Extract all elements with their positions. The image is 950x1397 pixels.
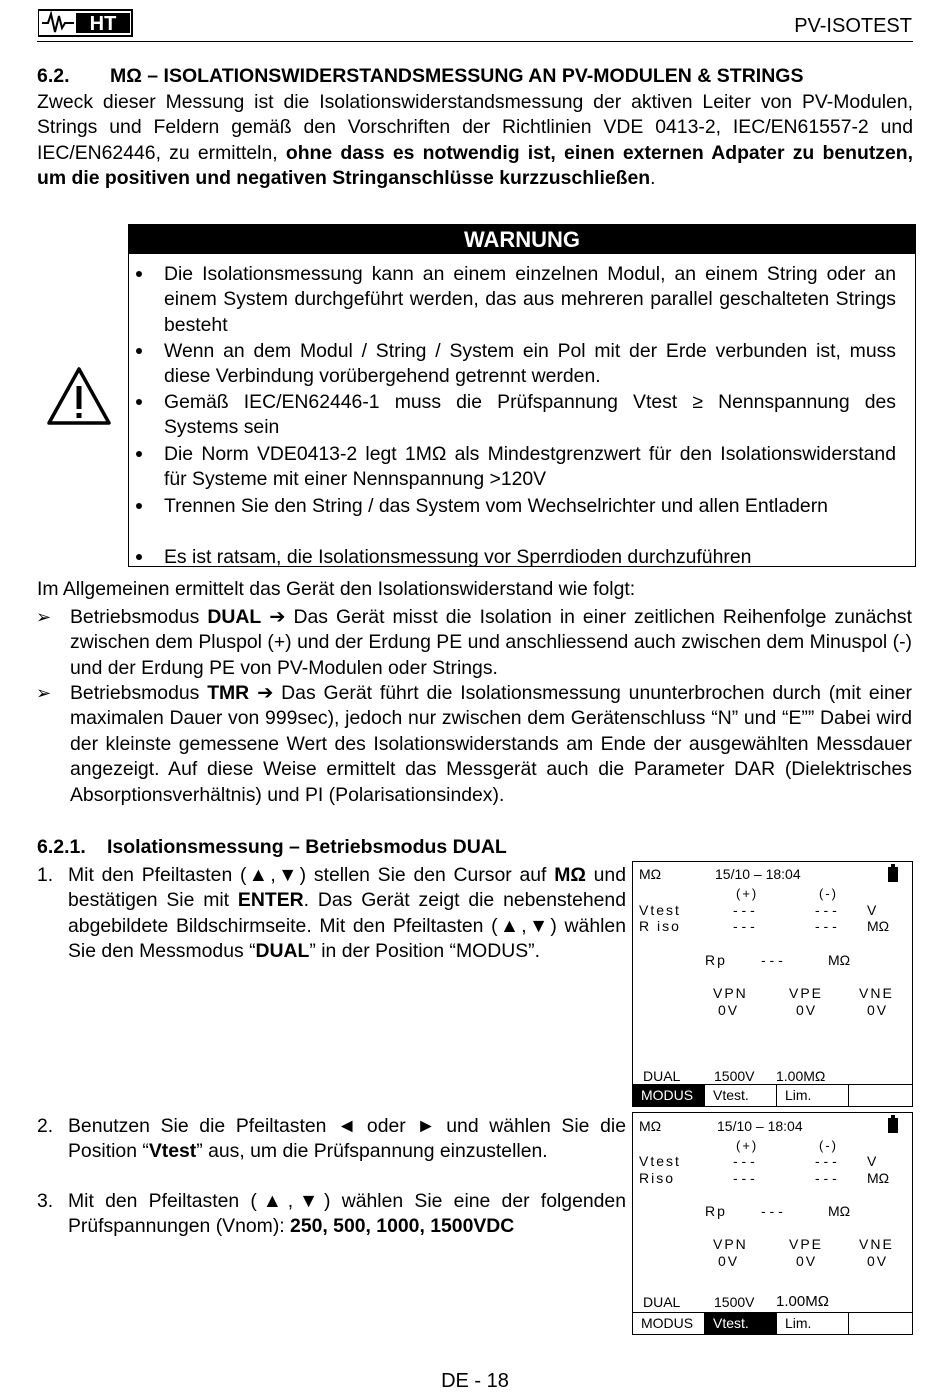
screen-unit: MΩ bbox=[639, 1118, 662, 1134]
tab-lim[interactable]: Lim. bbox=[777, 1313, 849, 1334]
mode-name: TMR bbox=[207, 682, 250, 704]
vpe-value: 0V bbox=[796, 1002, 818, 1018]
ht-logo-graphic bbox=[38, 8, 133, 38]
row-riso-unit: MΩ bbox=[867, 1170, 890, 1186]
rp-unit: MΩ bbox=[828, 1203, 851, 1219]
mode-text: Das Gerät führt die Isolationsmessung ununterbrochen durch (mit einer maximalen Dauer von 999sec), jedoch nur zwischen dem Gerätenschluss “N” und “E”” Dabei wird der kleinste gemessene Wert des Isolationswiderstands am Ende der ausgewählten Messdauer angezeigt. Auf diese Weise ermittelt das Messgerät auch die Parameter DAR (Dielektrisches Absorptionsverhältnis) und PI (Polarisationsindex). bbox=[70, 682, 912, 806]
vne-label: VNE bbox=[859, 985, 894, 1001]
step-text: ” aus, um die Prüfspannung einzustellen. bbox=[196, 1140, 548, 1163]
step-number: 2. bbox=[37, 1115, 54, 1137]
arrow-bullet-icon: ➢ bbox=[36, 683, 52, 703]
rp-label: Rp bbox=[705, 1203, 727, 1219]
row-vtest-label: Vtest bbox=[639, 902, 681, 918]
vpn-label: VPN bbox=[713, 1236, 748, 1252]
warning-heading: WARNUNG bbox=[129, 225, 915, 254]
param-vtest: 1500V bbox=[714, 1068, 755, 1084]
step-2 bbox=[37, 1114, 626, 1165]
right-arrow-icon: ➔ bbox=[269, 606, 286, 628]
instrument-screen-2 bbox=[632, 1112, 913, 1335]
vpe-value: 0V bbox=[796, 1253, 818, 1269]
rp-unit: MΩ bbox=[828, 952, 851, 968]
mode-prefix: Betriebsmodus bbox=[70, 682, 208, 704]
vpe-label: VPE bbox=[789, 985, 824, 1001]
step-number: 3. bbox=[37, 1190, 54, 1212]
warning-triangle-icon bbox=[46, 366, 112, 426]
logo-text: HT bbox=[89, 13, 117, 35]
intro-paragraph bbox=[37, 90, 913, 192]
instrument-screen-1 bbox=[632, 861, 913, 1107]
warning-item-text: Die Isolationsmessung kann an einem einzelnen Modul, an einem String oder an einem System durchgeführt werden, das aus mehreren parallel geschalteten Strings besteht bbox=[164, 263, 896, 336]
intro-bold-text: ohne dass es notwendig ist, einen externen Adpater zu benutzen, um die positiven und negativen Stringanschlüsse kurzzuschließen bbox=[37, 141, 913, 190]
warning-item-text: Die Norm VDE0413-2 legt 1MΩ als Mindestgrenzwert für den Isolationswiderstand für Systeme mit einer Nennspannung >120V bbox=[164, 443, 896, 491]
tab-lim[interactable]: Lim. bbox=[777, 1085, 849, 1106]
warning-item bbox=[164, 262, 896, 338]
ht-logo bbox=[38, 8, 133, 38]
header-rule bbox=[37, 41, 913, 42]
warning-item bbox=[164, 442, 896, 493]
tab-vtest[interactable]: Vtest. bbox=[705, 1313, 777, 1334]
screen-datetime: 15/10 – 18:04 bbox=[715, 866, 801, 882]
vpe-label: VPE bbox=[789, 1236, 824, 1252]
vpn-value: 0V bbox=[718, 1253, 740, 1269]
step-text: . Das Gerät zeigt die nebenstehend abgebildete Bildschirmseite. Mit den Pfeiltasten (▲,▼) wählen Sie den Messmodus “ bbox=[68, 889, 626, 963]
section-heading bbox=[37, 65, 803, 88]
step-bold: DUAL bbox=[255, 940, 310, 963]
param-vtest: 1500V bbox=[714, 1294, 755, 1310]
step-3 bbox=[37, 1189, 626, 1240]
row-riso-minus: - - - bbox=[815, 918, 837, 934]
warning-item bbox=[164, 494, 896, 519]
mode-item-dual bbox=[36, 605, 912, 681]
param-lim: 1.00MΩ bbox=[776, 1293, 829, 1310]
step-bold: MΩ bbox=[554, 864, 586, 886]
warning-item-text: Wenn an dem Modul / String / System ein Pol mit der Erde verbunden ist, muss diese Verbindung vorübergehend getrennt werden. bbox=[164, 340, 896, 388]
row-vtest-plus: - - - bbox=[733, 1153, 755, 1169]
right-arrow-icon: ➔ bbox=[257, 682, 274, 704]
document-title: PV-ISOTEST bbox=[794, 15, 912, 37]
rp-label: Rp bbox=[705, 952, 727, 968]
row-riso-unit: MΩ bbox=[867, 918, 890, 934]
vne-value: 0V bbox=[867, 1253, 889, 1269]
param-mode: DUAL bbox=[643, 1294, 681, 1310]
screen-tab-row bbox=[633, 1312, 912, 1334]
warning-item-text: Gemäß IEC/EN62446-1 muss die Prüfspannung Vtest ≥ Nennspannung des Systems sein bbox=[164, 391, 896, 439]
param-lim: 1.00MΩ bbox=[776, 1068, 826, 1084]
step-text: Mit den Pfeiltasten (▲,▼) stellen Sie den Cursor auf bbox=[68, 864, 555, 886]
warning-item bbox=[164, 390, 896, 441]
col-plus: (+) bbox=[736, 886, 759, 901]
screen-tab-row bbox=[633, 1084, 912, 1106]
subsection-title: Isolationsmessung – Betriebsmodus DUAL bbox=[107, 836, 507, 858]
battery-icon bbox=[888, 1118, 898, 1133]
battery-icon bbox=[888, 867, 898, 882]
warning-item-text: Es ist ratsam, die Isolationsmessung vor Sperrdioden durchzuführen bbox=[164, 546, 752, 568]
rp-value: - - - bbox=[761, 1203, 783, 1219]
tab-modus[interactable]: MODUS bbox=[633, 1313, 705, 1334]
general-paragraph: Im Allgemeinen ermittelt das Gerät den Isolationswiderstand wie folgt: bbox=[37, 578, 636, 600]
subsection-number: 6.2.1. bbox=[37, 836, 86, 858]
step-bold: ENTER bbox=[237, 889, 304, 912]
param-mode: DUAL bbox=[643, 1068, 681, 1084]
tab-vtest[interactable]: Vtest. bbox=[705, 1085, 777, 1106]
vne-value: 0V bbox=[867, 1002, 889, 1018]
step-text: ” in der Position “MODUS”. bbox=[309, 940, 540, 963]
row-vtest-minus: - - - bbox=[815, 902, 837, 918]
row-vtest-plus: - - - bbox=[733, 902, 755, 918]
step-1 bbox=[37, 863, 626, 965]
intro-end: . bbox=[650, 167, 656, 190]
step-text: Benutzen Sie die Pfeiltasten ◄ oder ► und wählen Sie die Position “ bbox=[68, 1115, 626, 1163]
subsection-heading bbox=[37, 836, 507, 859]
warning-item bbox=[164, 339, 896, 390]
col-minus: (-) bbox=[819, 886, 838, 901]
row-riso-label: R iso bbox=[639, 918, 681, 934]
step-number: 1. bbox=[37, 864, 54, 886]
mode-text: Das Gerät misst die Isolation in einer zeitlichen Reihenfolge zunächst zwischen dem Pluspol (+) und der Erdung PE und anschliessend auch zwischen dem Minuspol (-) und der Erdung PE von PV-Modulen oder Strings. bbox=[70, 606, 912, 679]
row-vtest-minus: - - - bbox=[815, 1153, 837, 1169]
warning-item-text: Trennen Sie den String / das System vom Wechselrichter und allen Entladern bbox=[164, 495, 828, 517]
screen-datetime: 15/10 – 18:04 bbox=[717, 1118, 803, 1134]
col-plus: (+) bbox=[736, 1138, 759, 1153]
row-vtest-unit: V bbox=[867, 1153, 877, 1169]
screen-unit: MΩ bbox=[639, 866, 662, 882]
section-number: 6.2. bbox=[37, 65, 70, 87]
vne-label: VNE bbox=[859, 1236, 894, 1252]
row-riso-minus: - - - bbox=[815, 1170, 837, 1186]
step-bold: Vtest bbox=[148, 1140, 197, 1163]
mode-item-tmr bbox=[36, 681, 912, 808]
row-riso-plus: - - - bbox=[733, 1170, 755, 1186]
col-minus: (-) bbox=[819, 1138, 838, 1153]
row-vtest-label: Vtest bbox=[639, 1153, 681, 1169]
mode-name: DUAL bbox=[207, 606, 262, 628]
section-title: MΩ – ISOLATIONSWIDERSTANDSMESSUNG AN PV-MODULEN & STRINGS bbox=[110, 65, 804, 87]
step-text: Mit den Pfeiltasten (▲,▼) wählen Sie eine der folgenden Prüfspannungen (Vnom): bbox=[68, 1190, 626, 1238]
step-bold: 250, 500, 1000, 1500VDC bbox=[290, 1215, 515, 1238]
vpn-label: VPN bbox=[713, 985, 748, 1001]
step-text: und bestätigen Sie mit bbox=[68, 864, 626, 912]
warning-item bbox=[164, 545, 896, 570]
row-vtest-unit: V bbox=[867, 902, 877, 918]
row-riso-plus: - - - bbox=[733, 918, 755, 934]
intro-text: Zweck dieser Messung ist die Isolationswiderstandsmessung der aktiven Leiter von PV-Modulen, Strings und Feldern gemäß den Vorschriften der Richtlinien VDE 0413-2, IEC/EN61557-2 und IEC/EN62446, zu ermitteln, bbox=[37, 91, 913, 164]
vpn-value: 0V bbox=[718, 1002, 740, 1018]
rp-value: - - - bbox=[761, 952, 783, 968]
tab-modus[interactable]: MODUS bbox=[633, 1085, 705, 1106]
arrow-bullet-icon: ➢ bbox=[36, 607, 52, 627]
page-number: DE - 18 bbox=[441, 1370, 509, 1392]
mode-prefix: Betriebsmodus bbox=[70, 606, 208, 628]
row-riso-label: Riso bbox=[639, 1170, 676, 1186]
